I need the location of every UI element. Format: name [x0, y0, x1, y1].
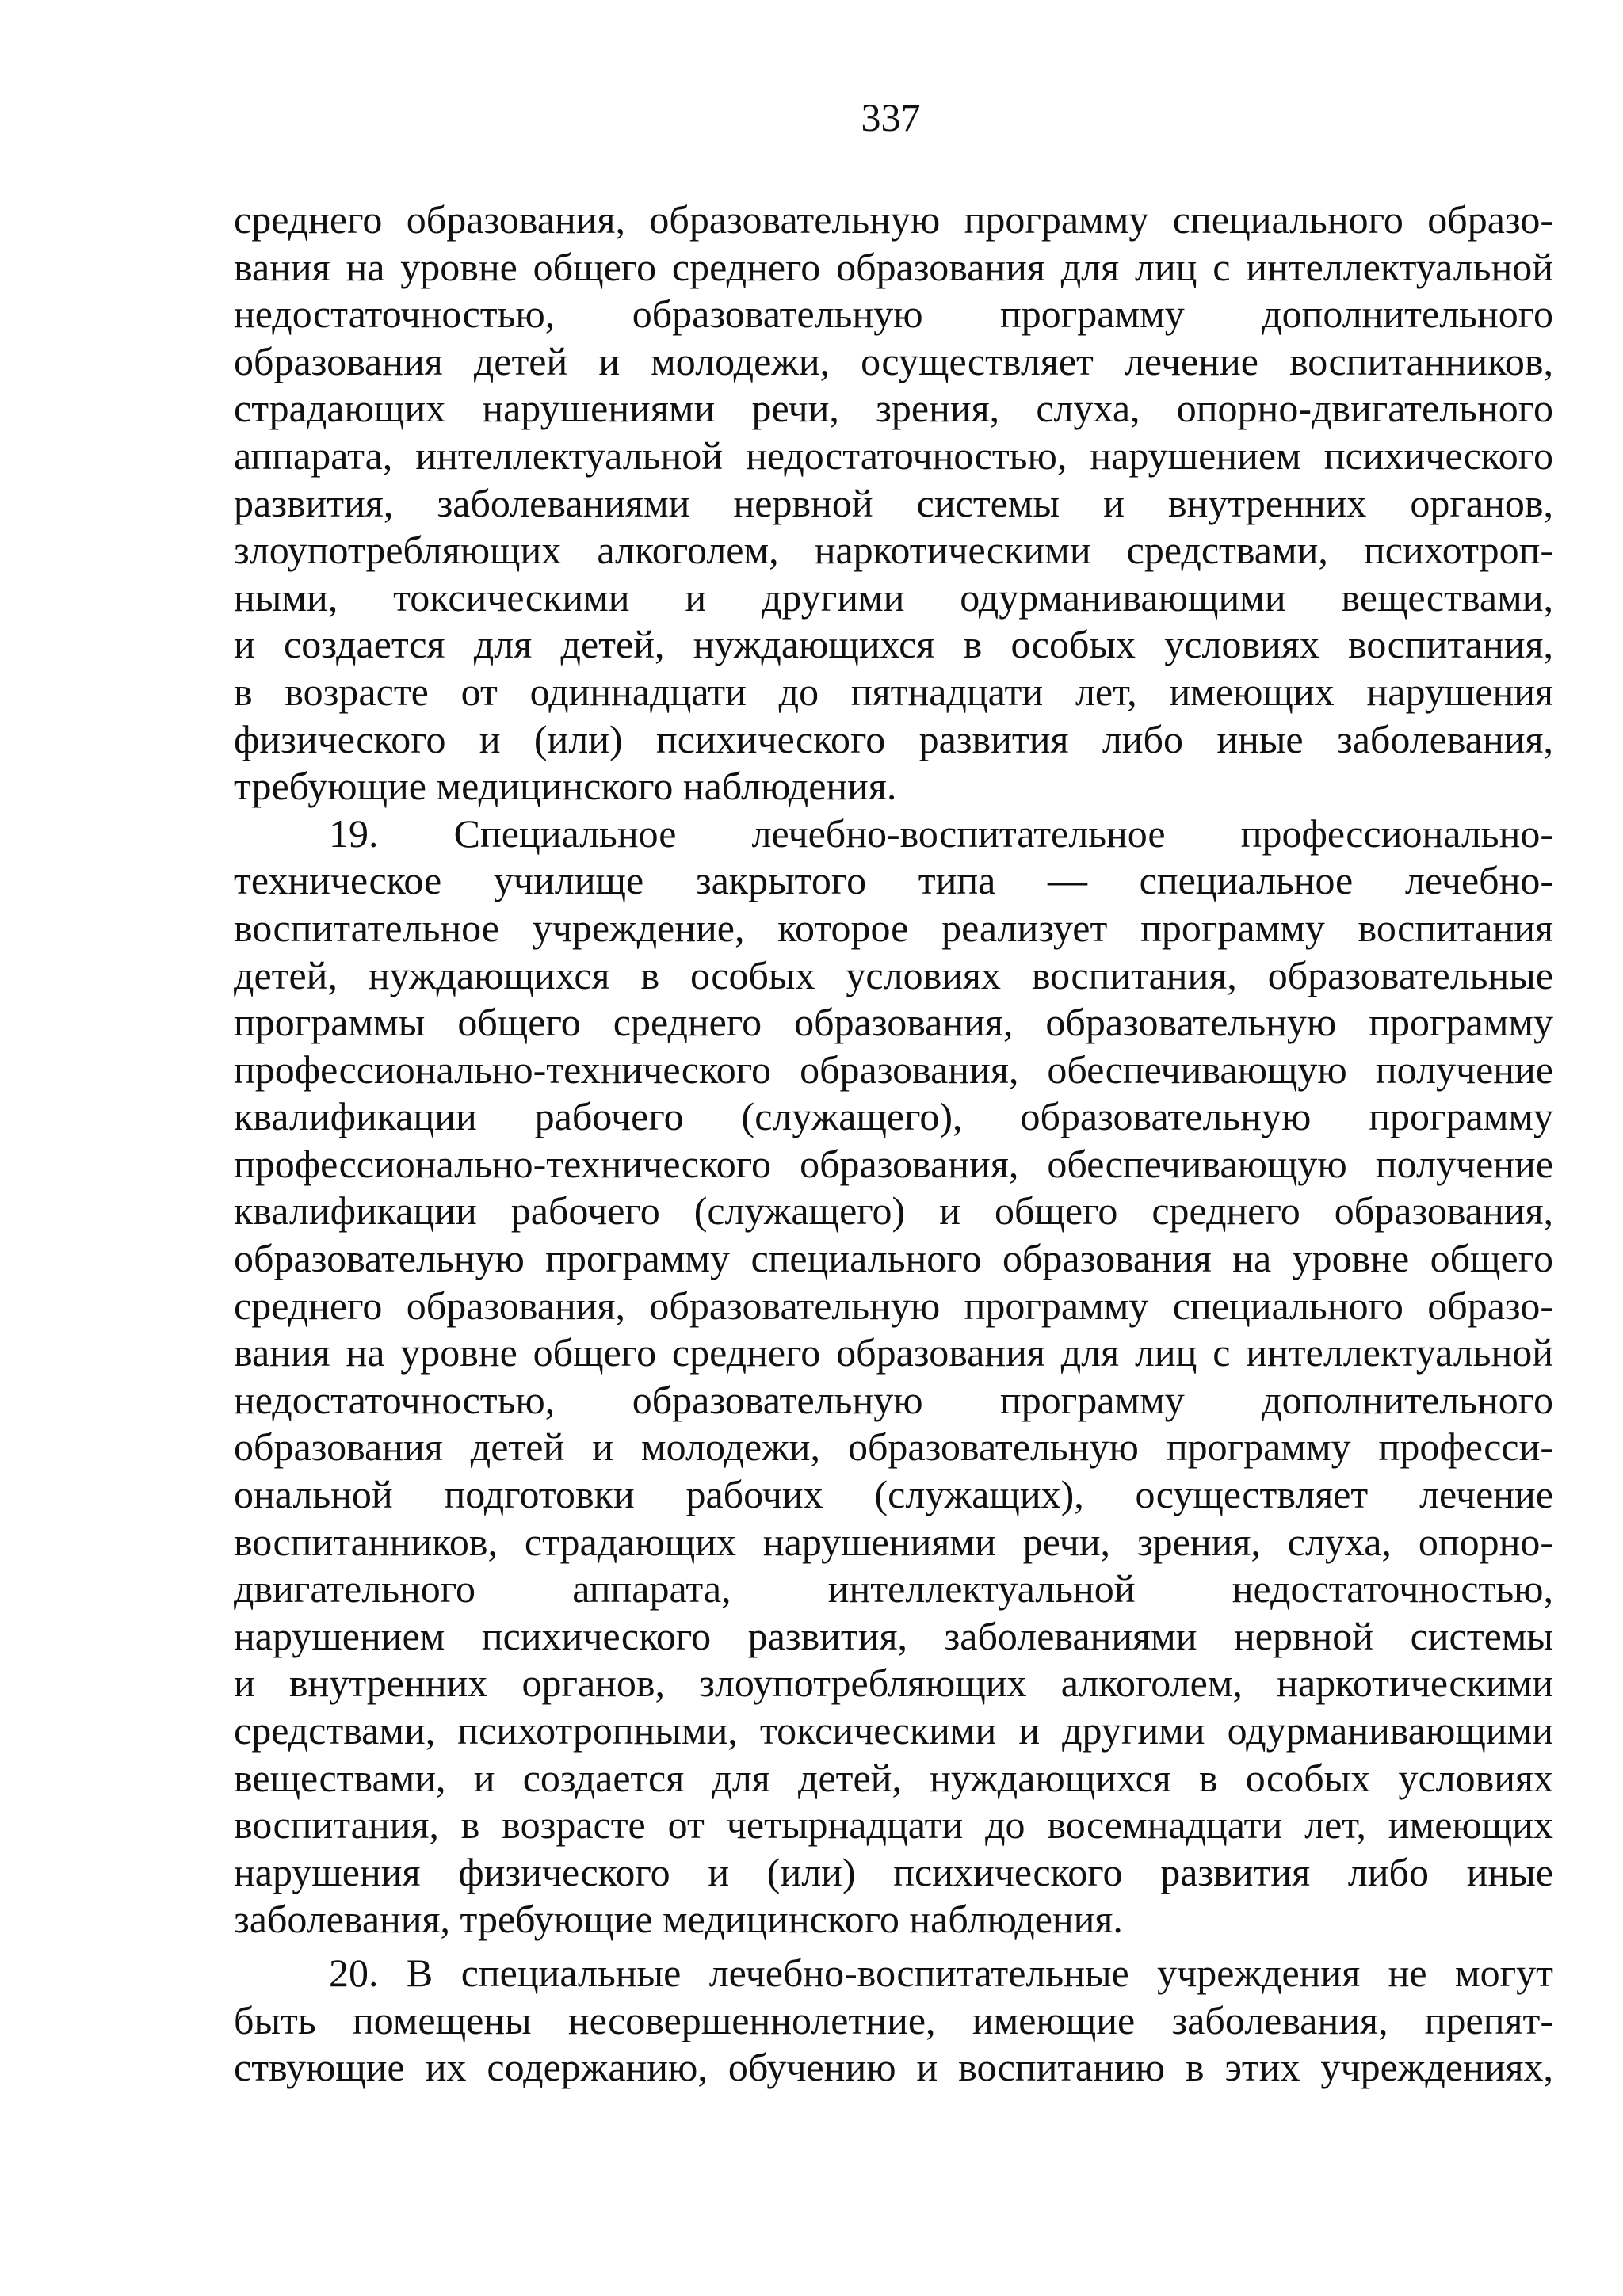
- text-line: нарушения физического и (или) психического развития либо иные: [234, 1849, 1553, 1894]
- text-line: вания на уровне общего среднего образования для лиц с интеллектуальной: [234, 1330, 1553, 1375]
- text-line: нарушением психического развития, заболеваниями нервной системы: [234, 1613, 1553, 1658]
- paragraph-19: [234, 810, 1553, 1943]
- text-line: и создается для детей, нуждающихся в особых условиях воспитания,: [234, 622, 1553, 667]
- text-line: техническое училище закрытого типа — специальное лечебно-: [234, 858, 1553, 903]
- paragraph-continuation: [234, 196, 1553, 810]
- text-line: среднего образования, образовательную программу специального образо-: [234, 1283, 1553, 1328]
- text-line: ными, токсическими и другими одурманивающими веществами,: [234, 574, 1553, 620]
- text-line: образовательную программу специального образования на уровне общего: [234, 1236, 1553, 1281]
- text-line: образования детей и молодежи, образовательную программу професси-: [234, 1425, 1553, 1470]
- text-line: развития, заболеваниями нервной системы и внутренних органов,: [234, 480, 1553, 525]
- document-body: [234, 196, 1553, 2092]
- text-line: воспитательное учреждение, которое реализует программу воспитания: [234, 905, 1553, 950]
- text-line: воспитанников, страдающих нарушениями речи, зрения, слуха, опорно-: [234, 1519, 1553, 1564]
- text-line: злоупотребляющих алкоголем, наркотическими средствами, психотроп-: [234, 528, 1553, 573]
- text-line: недостаточностью, образовательную программу дополнительного: [234, 292, 1553, 337]
- text-line: вания на уровне общего среднего образования для лиц с интеллектуальной: [234, 244, 1553, 289]
- text-line: среднего образования, образовательную программу специального образо-: [234, 197, 1553, 242]
- text-line: ствующие их содержанию, обучению и воспитанию в этих учреждениях,: [234, 2045, 1553, 2090]
- text-line: 20. В специальные лечебно-воспитательные учреждения не могут: [329, 1950, 1553, 1995]
- text-line: средствами, психотропными, токсическими и другими одурманивающими: [234, 1708, 1553, 1753]
- text-line: квалификации рабочего (служащего), образовательную программу: [234, 1094, 1553, 1139]
- text-line: недостаточностью, образовательную программу дополнительного: [234, 1377, 1553, 1422]
- text-line: квалификации рабочего (служащего) и общего среднего образования,: [234, 1188, 1553, 1234]
- text-line: требующие медицинского наблюдения.: [234, 764, 897, 809]
- text-line: в возрасте от одиннадцати до пятнадцати лет, имеющих нарушения: [234, 669, 1553, 714]
- paragraph-20: [234, 1950, 1553, 2092]
- text-line: быть помещены несовершеннолетние, имеющие заболевания, препят-: [234, 1997, 1553, 2042]
- text-line: 19. Специальное лечебно-воспитательное профессионально-: [329, 810, 1553, 856]
- text-line: физического и (или) психического развития либо иные заболевания,: [234, 716, 1553, 761]
- text-line: страдающих нарушениями речи, зрения, слуха, опорно-двигательного: [234, 386, 1553, 431]
- text-line: программы общего среднего образования, образовательную программу: [234, 1000, 1553, 1045]
- text-line: профессионально-технического образования, обеспечивающую получение: [234, 1141, 1553, 1186]
- text-line: двигательного аппарата, интеллектуальной недостаточностью,: [234, 1566, 1553, 1611]
- text-line: и внутренних органов, злоупотребляющих алкоголем, наркотическими: [234, 1661, 1553, 1706]
- text-line: воспитания, в возрасте от четырнадцати до восемнадцати лет, имеющих: [234, 1802, 1553, 1848]
- page-number: 337: [861, 95, 921, 139]
- text-line: детей, нуждающихся в особых условиях воспитания, образовательные: [234, 952, 1553, 997]
- text-line: заболевания, требующие медицинского наблюдения.: [234, 1897, 1123, 1942]
- text-line: ональной подготовки рабочих (служащих), осуществляет лечение: [234, 1472, 1553, 1517]
- text-line: образования детей и молодежи, осуществляет лечение воспитанников,: [234, 338, 1553, 383]
- text-line: профессионально-технического образования, обеспечивающую получение: [234, 1047, 1553, 1092]
- text-line: веществами, и создается для детей, нуждающихся в особых условиях: [234, 1755, 1553, 1800]
- text-line: аппарата, интеллектуальной недостаточностью, нарушением психического: [234, 433, 1553, 478]
